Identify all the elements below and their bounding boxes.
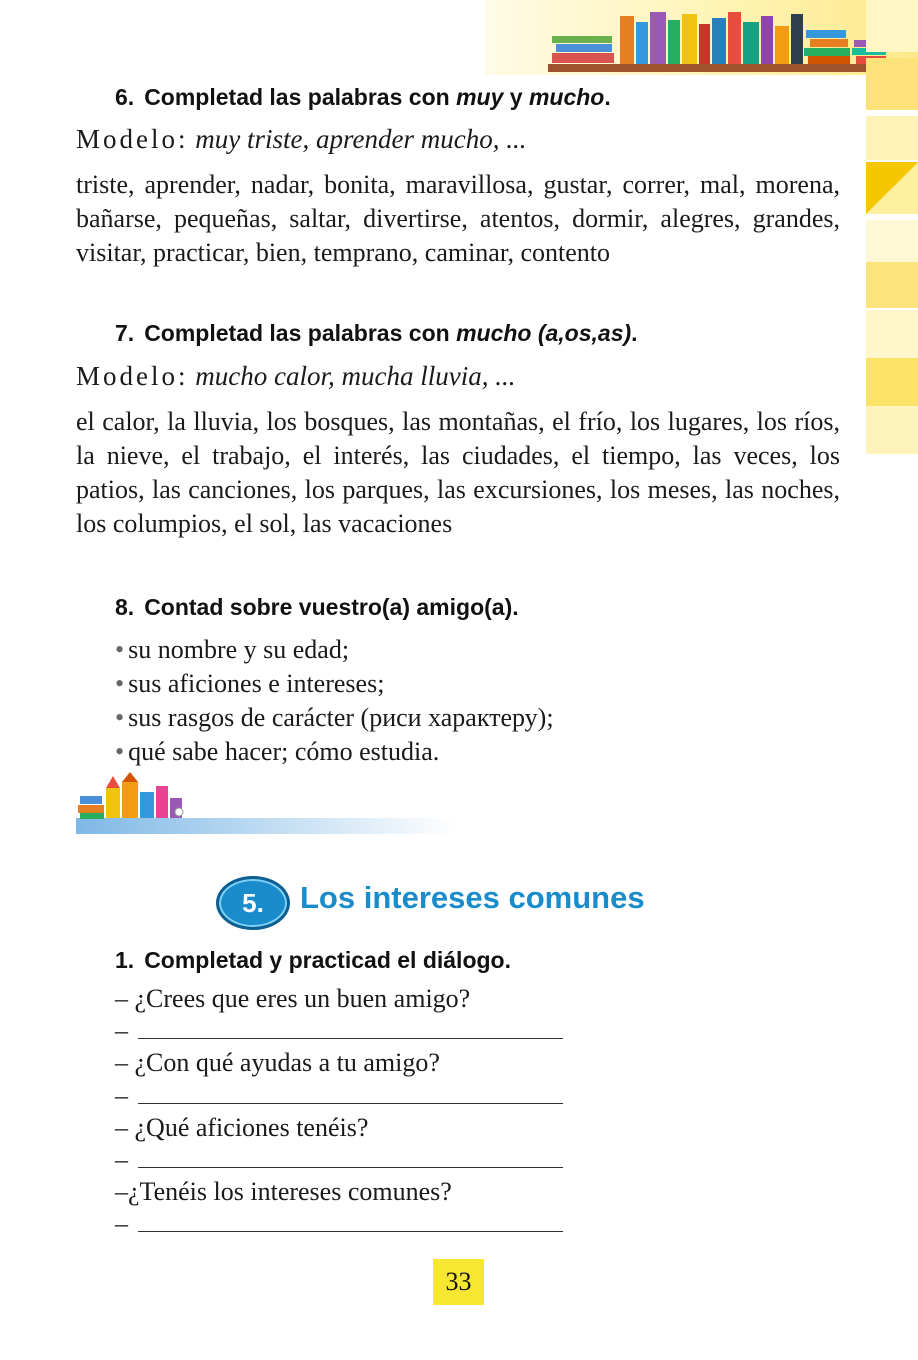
exercise-7-heading: 7. Completad las palabras con mucho (a,os,as). xyxy=(115,320,638,346)
list-item: • sus aficiones e intereses; xyxy=(115,667,554,701)
exercise-number: 1. xyxy=(115,947,135,973)
dialog-answer: – xyxy=(115,1144,563,1176)
list-item: • su nombre y su edad; xyxy=(115,633,554,667)
page-number: 33 xyxy=(433,1259,484,1305)
dialog-answer: – xyxy=(115,1015,563,1047)
dialog-answer: – xyxy=(115,1080,563,1112)
exercise-7-words: el calor, la lluvia, los bosques, las montañas, el frío, los lugares, los ríos, la nieve, el trabajo, el interés, las ciudades, el tiempo, las veces, los patios, las canciones, los parques, las excursiones, los meses, las noches, los columpios, el sol, las vacaciones xyxy=(76,407,840,538)
unit-number-badge: 5. xyxy=(216,876,290,930)
exercise-1-heading: 1. Completad y practicad el diálogo. xyxy=(115,947,511,973)
dialog-question: –¿Tenéis los intereses comunes? xyxy=(115,1177,452,1207)
bookshelf-icon xyxy=(548,8,893,74)
dialog-answer: – xyxy=(115,1208,563,1240)
dialog-question: – ¿Qué aficiones tenéis? xyxy=(115,1112,369,1142)
side-decoration xyxy=(866,0,918,460)
exercise-8-bullet-list xyxy=(115,633,554,769)
answer-blank[interactable] xyxy=(138,1145,563,1168)
exercise-number: 6. xyxy=(115,84,135,110)
exercise-6-words: triste, aprender, nadar, bonita, maravillosa, gustar, correr, mal, morena, bañarse, pequeñas, saltar, divertirse, atentos, dormir, alegres, grandes, visitar, practicar, bien, temprano, caminar, contento xyxy=(76,170,840,267)
unit-heading: Los intereses comunes xyxy=(300,880,645,915)
answer-blank[interactable] xyxy=(138,1016,563,1039)
exercise-6-heading: 6. Completad las palabras con muy y mucho. xyxy=(115,84,611,110)
dialog-list xyxy=(115,983,563,1241)
dialog-question: – ¿Con qué ayudas a tu amigo? xyxy=(115,1048,440,1078)
list-item: • sus rasgos de carácter (риси характеру); xyxy=(115,701,554,735)
exercise-7-model: Modelo: mucho calor, mucha lluvia, ... xyxy=(76,361,516,391)
answer-blank[interactable] xyxy=(138,1081,563,1104)
town-divider-icon xyxy=(76,772,456,836)
exercise-6-model: Modelo: muy triste, aprender mucho, ... xyxy=(76,124,527,154)
exercise-8-heading: 8. Contad sobre vuestro(a) amigo(a). xyxy=(115,594,519,620)
answer-blank[interactable] xyxy=(138,1209,563,1232)
exercise-number: 8. xyxy=(115,594,135,620)
list-item: • qué sabe hacer; cómo estudia. xyxy=(115,735,554,769)
exercise-number: 7. xyxy=(115,320,135,346)
dialog-question: – ¿Crees que eres un buen amigo? xyxy=(115,984,471,1013)
